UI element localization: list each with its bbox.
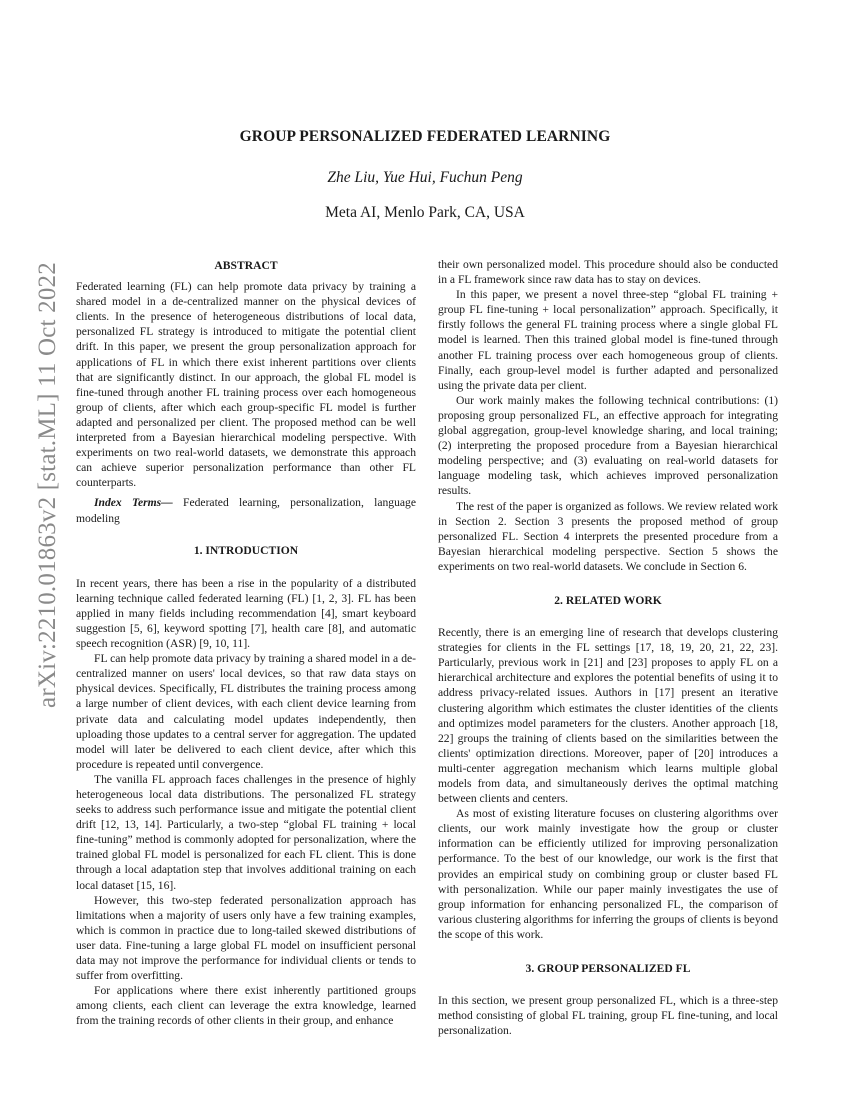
- abstract-heading: ABSTRACT: [214, 259, 278, 272]
- intro-continued-paragraph: In this paper, we present a novel three-step “global FL training + group FL fine-tuning + local personalization” approach. Specifically, it firstly follows the general FL training process where a single global FL model is learned. Then this trained global model is fine-tuned through another FL training process over each homogeneous group of clients. Finally, each group-level model is further adapted and personalized using the private data per client.: [438, 288, 778, 392]
- arxiv-identifier-stamp: [31, 262, 65, 708]
- intro-paragraph: FL can help promote data privacy by training a shared model in a de-centralized manner on users' local devices, so that raw data stays on physical devices. Specifically, FL distributes the training process among a large number of client devices, with each client device learning from private data and calculating model updates independently, then uploading those updates to a central server for aggregation. The updated model will later be delivered to each client device, after which this procedure is repeated until convergence.: [76, 652, 416, 771]
- index-terms: [76, 495, 416, 525]
- right-column: [438, 257, 778, 1038]
- index-terms-text: Federated learning, personalization, language modeling: [76, 496, 416, 525]
- intro-continued-paragraph: their own personalized model. This procedure should also be conducted in a FL framework since raw data has to stay on devices.: [438, 258, 778, 287]
- intro-continued-paragraph: The rest of the paper is organized as follows. We review related work in Section 2. Section 3 presents the proposed method of group personalized FL. Section 4 interprets the presented procedure from a Bayesian hierarchical modeling perspective. Section 5 shows the experiments on two real-world datasets. We conclude in Section 6.: [438, 499, 778, 573]
- arxiv-identifier-text: arXiv:2210.01863v2 [stat.ML] 11 Oct 2022: [34, 262, 61, 708]
- abstract-text: Federated learning (FL) can help promote data privacy by training a shared model in a de-centralized manner on the physical devices of clients. In the presence of heterogeneous distributions of local data, personalized FL strategy is introduced to mitigate the potential client drift. In this paper, we present the group personalization approach for applications of FL in which there exist inherent partitions over clients that are significantly distinct. In our approach, the global FL model is fine-tuned through another FL training process over each homogeneous group of clients, after which each group-specific FL model is further adapted and personalized per client. The proposed method can be well interpreted from a Bayesian hierarchical modeling perspective. With experiments on two real-world datasets, we demonstrate this approach can achieve superior personalization performance than other FL counterparts.: [76, 280, 416, 490]
- paper-authors: Zhe Liu, Yue Hui, Fuchun Peng: [327, 169, 523, 186]
- group-fl-paragraph: In this section, we present group personalized FL, which is a three-step method consisting of global FL training, group FL fine-tuning, and local personalization.: [438, 994, 778, 1038]
- intro-paragraph: In recent years, there has been a rise in the popularity of a distributed learning technique called federated learning (FL) [1, 2, 3]. FL has been applied in many fields including recommendation [4], smart keyboard suggestion [5, 6], keyword spotting [7], health care [8], and automatic speech recognition (ASR) [9, 10, 11].: [76, 576, 416, 651]
- intro-paragraph: The vanilla FL approach faces challenges in the presence of highly heterogeneous local data distributions. The personalized FL strategy seeks to address such performance issue and mitigate the potential client drift [12, 13, 14]. Particularly, a two-step “global FL training + local fine-tuning” method is commonly adopted for personalization, where the trained global FL model is personalized for each FL client. This is done through a local adaptation step that involves additional training on each local dataset [15, 16].: [76, 772, 416, 892]
- index-terms-label: Index Terms—: [94, 496, 173, 510]
- left-column: [76, 258, 416, 1029]
- intro-paragraph: However, this two-step federated personalization approach has limitations when a majority of users only have a few training examples, which is common in practice due to long-tailed skewed distributions of user data. Fine-tuning a large global FL model on insufficient personal data may not improve the performance for individual clients or tends to suffer from overfitting.: [76, 893, 416, 983]
- related-work-paragraph: As most of existing literature focuses on clustering algorithms over clients, our work mainly investigate how the group or cluster information can be efficiently utilized for improving personalization performance. To the best of our knowledge, our work is the first that provides an empirical study on combining group or cluster based FL with personalization. While our paper mainly investigates the use of group information for enhancing personalized FL, the comparison of various clustering algorithms for inferring the groups of clients is beyond the scope of this work.: [438, 807, 779, 941]
- group-fl-heading: 3. GROUP PERSONALIZED FL: [525, 962, 691, 976]
- related-work-paragraph: Recently, there is an emerging line of research that develops clustering strategies for clients in the FL settings [17, 18, 19, 20, 21, 22, 23]. Particularly, previous work in [21] and [23] proposes to apply FL on a hierarchical architecture and explores the potential benefits of using it to address privacy-related issues. Authors in [17] present an iterative clustering algorithm which estimates the cluster identities of the clients and optimizes model parameters for the clusters. Another approach [18, 22] groups the training of clients based on the similarities between the clients' optimization directions. Moreover, paper of [20] introduces a multi-center aggregation mechanism which learns multiple global models from data, and simultaneously derives the optimal matching between clients and centers.: [438, 626, 778, 806]
- related-work-heading: 2. RELATED WORK: [554, 593, 662, 607]
- paper-title: GROUP PERSONALIZED FEDERATED LEARNING: [239, 128, 611, 145]
- intro-paragraph: For applications where there exist inherently partitioned groups among clients, each client can leverage the extra knowledge, learned from the training records of other clients in their group, and enhance: [76, 984, 416, 1028]
- introduction-heading: 1. INTRODUCTION: [193, 543, 299, 557]
- paper-affiliation: Meta AI, Menlo Park, CA, USA: [325, 204, 525, 221]
- intro-continued-paragraph: Our work mainly makes the following technical contributions: (1) proposing group personalized FL, an effective approach for integrating global aggregation, group-level knowledge sharing, and local training; (2) interpreting the proposed procedure from a Bayesian hierarchical modeling perspective; and (3) evaluating on real-world datasets for language modeling task, which achieves improved personalization results.: [438, 393, 778, 498]
